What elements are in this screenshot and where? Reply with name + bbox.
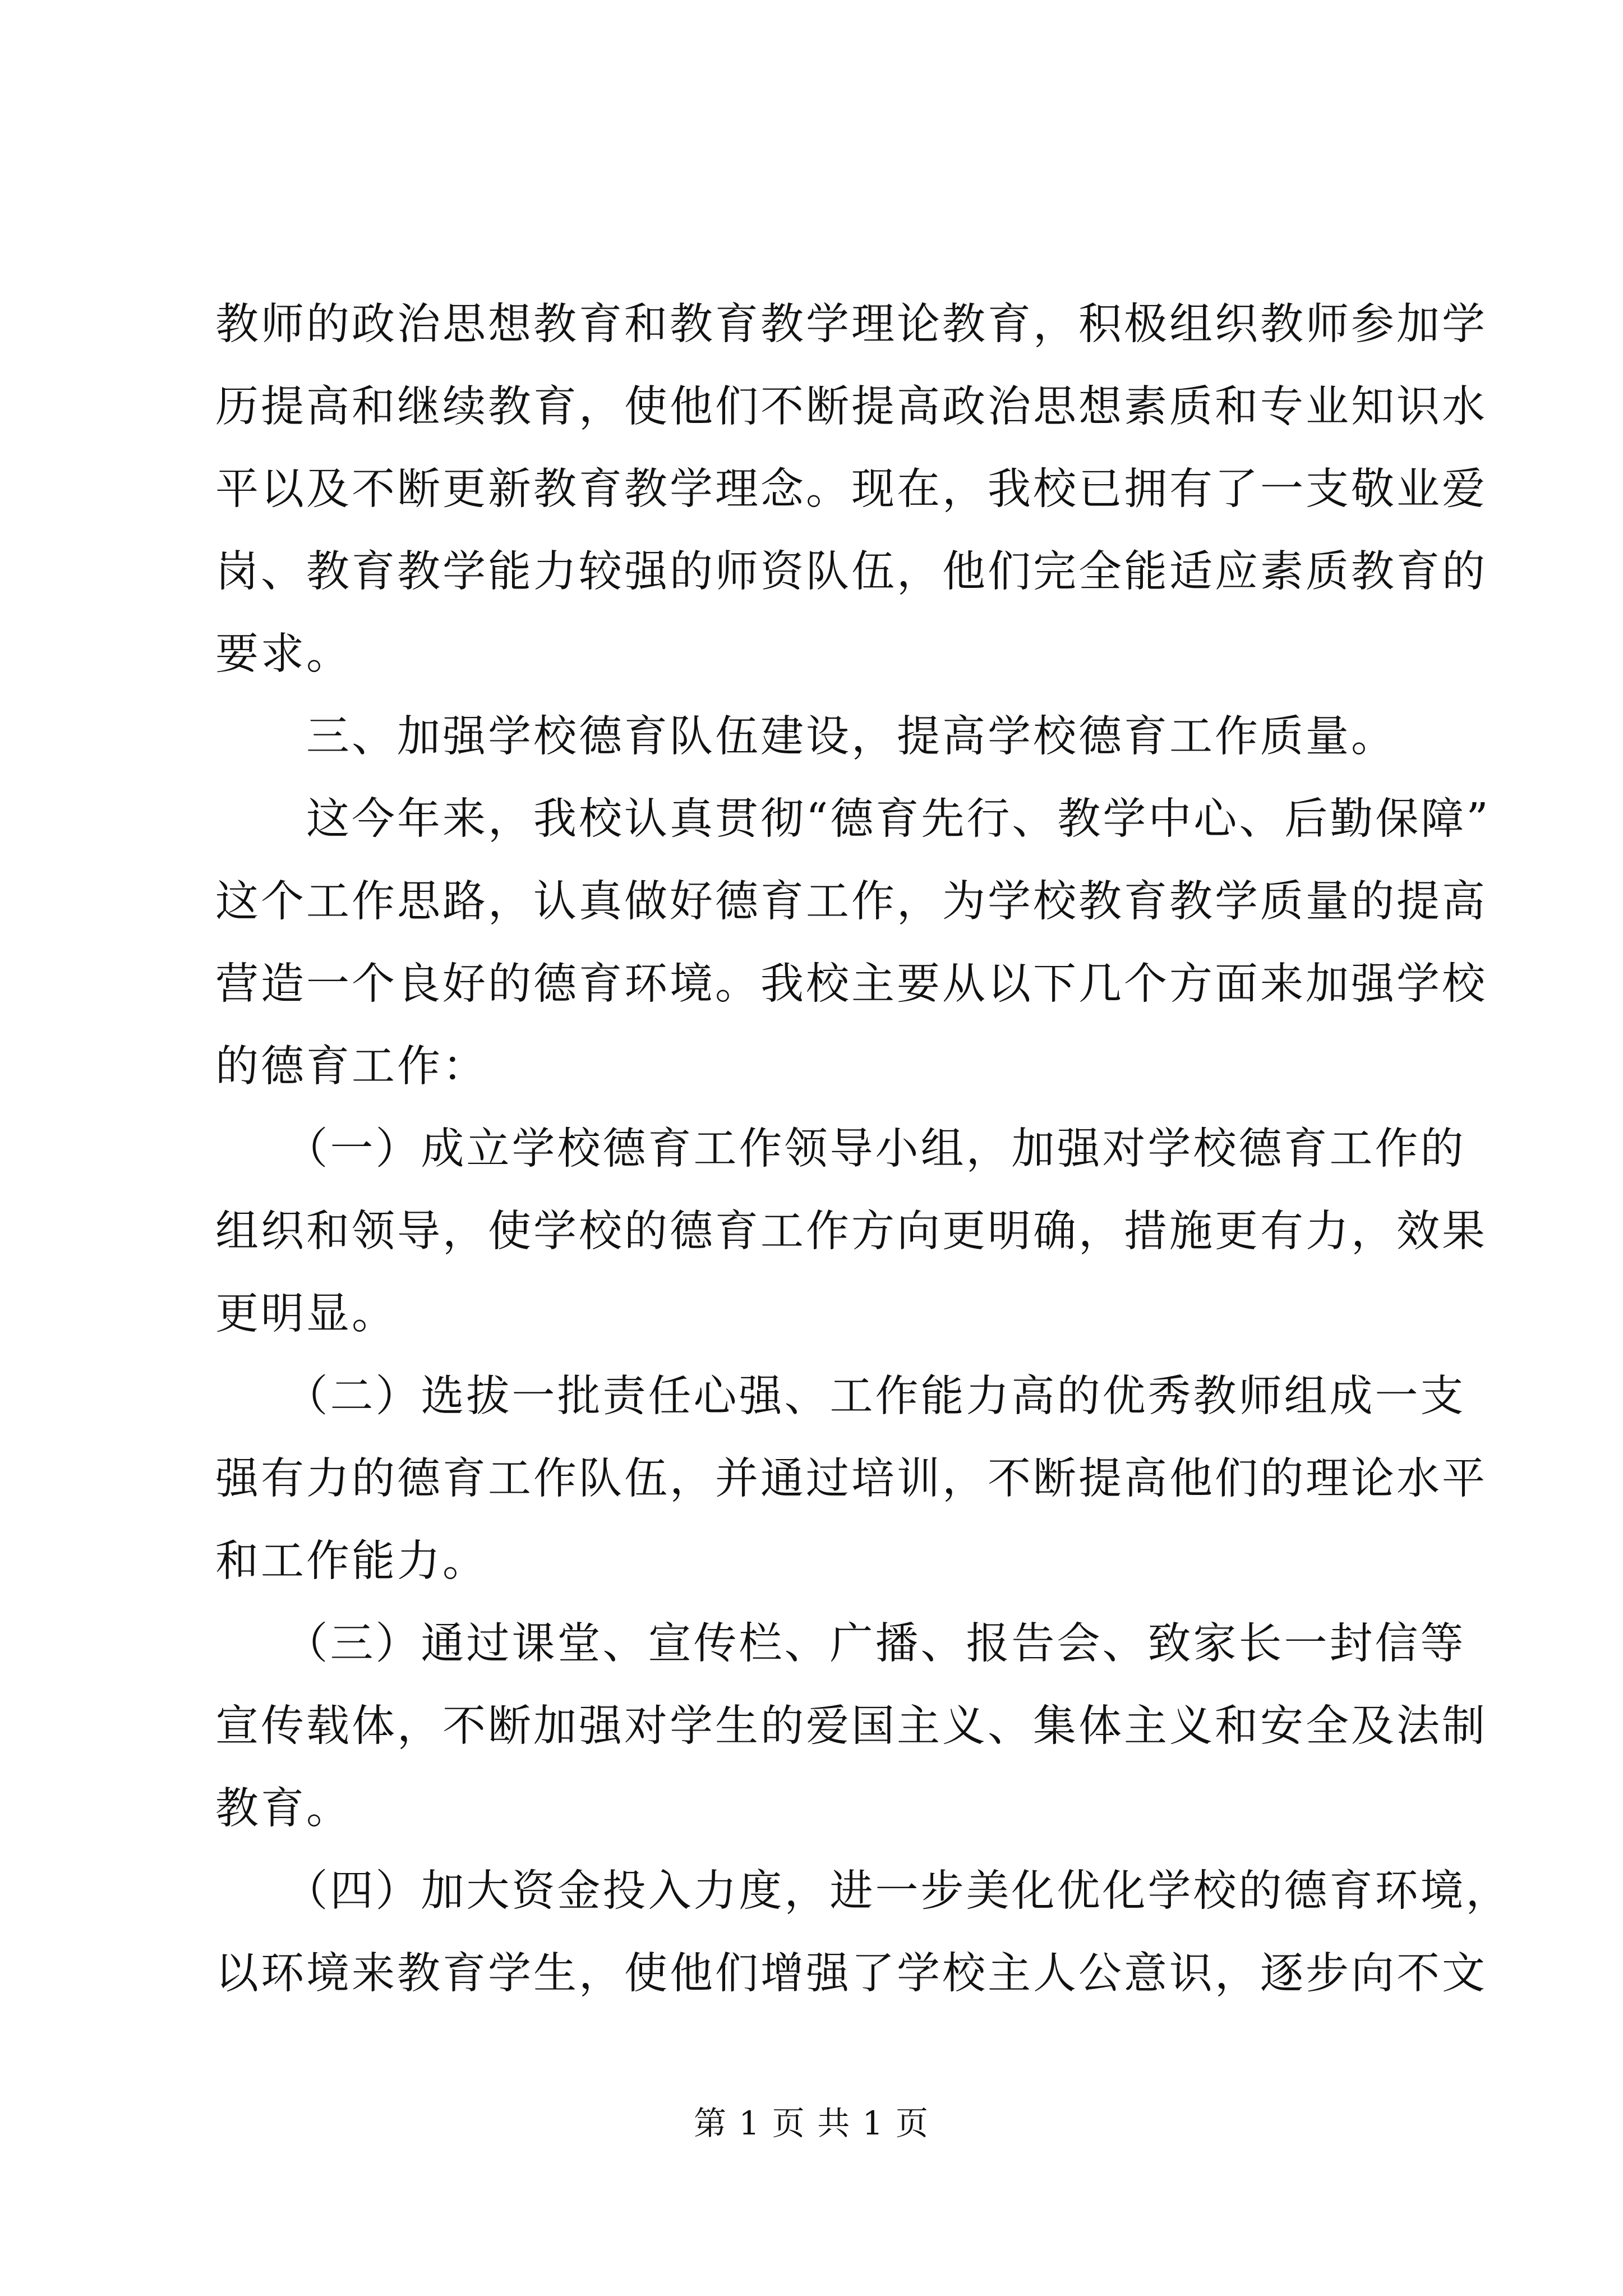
text-line: 的德育工作： (215, 1042, 488, 1092)
text-line: 更明显。 (215, 1289, 397, 1339)
list-item-line: （三）通过课堂、宣传栏、广播、报告会、致家长一封信等 (215, 1619, 1466, 1669)
text-line: 组织和领导，使学校的德育工作方向更明确，措施更有力，效果 (215, 1207, 1487, 1257)
text-line: 营造一个良好的德育环境。我校主要从以下几个方面来加强学校 (215, 959, 1487, 1009)
list-item-line: （二）选拔一批责任心强、工作能力高的优秀教师组成一支 (215, 1372, 1466, 1421)
text-line: 历提高和继续教育，使他们不断提高政治思想素质和专业知识水 (215, 382, 1487, 432)
text-line: 教师的政治思想教育和教育教学理论教育，积极组织教师参加学 (215, 300, 1487, 349)
text-line: 要求。 (215, 629, 352, 679)
text-line: 教育。 (215, 1784, 352, 1834)
text-line: 和工作能力。 (215, 1536, 488, 1586)
text-line: 这今年来，我校认真贯彻“德育先行、教学中心、后勤保障” (215, 794, 1491, 844)
body-text (215, 283, 1511, 2015)
text-line: 宣传载体，不断加强对学生的爱国主义、集体主义和安全及法制 (215, 1701, 1487, 1751)
list-item-line: （一）成立学校德育工作领导小组，加强对学校德育工作的 (215, 1124, 1466, 1174)
text-line: 平以及不断更新教育教学理念。现在，我校已拥有了一支敬业爱 (215, 464, 1487, 514)
text-line: 以环境来教育学生，使他们增强了学校主人公意识，逐步向不文 (215, 1949, 1487, 1999)
list-item-line: （四）加大资金投入力度，进一步美化优化学校的德育环境， (215, 1866, 1511, 1916)
text-line: 岗、教育教学能力较强的师资队伍，他们完全能适应素质教育的 (215, 547, 1487, 597)
section-heading: 三、加强学校德育队伍建设，提高学校德育工作质量。 (215, 712, 1396, 762)
text-line: 强有力的德育工作队伍，并通过培训，不断提高他们的理论水平 (215, 1454, 1487, 1504)
page-footer: 第 1 页 共 1 页 (694, 2104, 929, 2142)
text-line: 这个工作思路，认真做好德育工作，为学校教育教学质量的提高 (215, 877, 1487, 927)
